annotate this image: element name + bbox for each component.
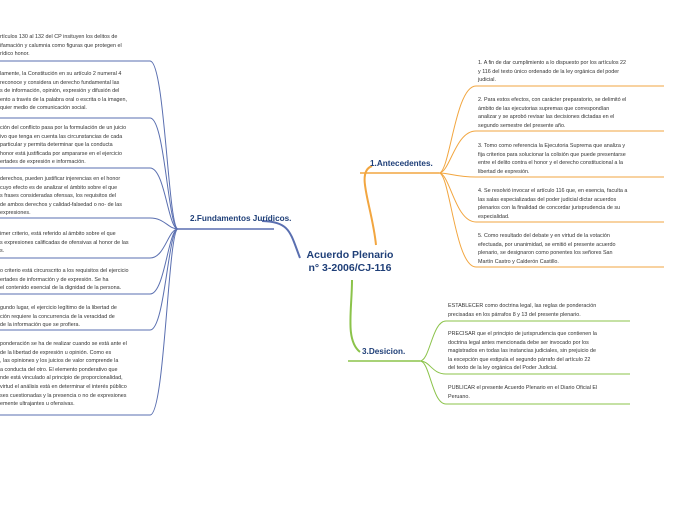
fundamentos-item-8[interactable] bbox=[0, 340, 150, 409]
connector-central-decision bbox=[350, 280, 360, 352]
topic-line: la excepción que estipula el segundo párrafo del artículo 22 bbox=[448, 356, 591, 363]
topic-line: el contenido esencial de la dignidad de la persona. bbox=[0, 285, 122, 292]
fundamentos-item-7[interactable] bbox=[0, 304, 150, 330]
topic-line: ento a través de la palabra oral o escrita o la imagen, bbox=[0, 96, 128, 103]
topic-line: ponderación se ha de realizar cuando se está ante el bbox=[0, 341, 127, 347]
topic-line: 3. Tomo como referencia la Ejecutoria Suprema que analiza y bbox=[478, 143, 626, 149]
topic-line: plenario, se designaron como ponentes los señores San bbox=[478, 250, 613, 257]
topic-line: s expresiones calificadas de ofensivas al honor de las bbox=[0, 239, 129, 246]
topic-line: ertades de expresión e información. bbox=[0, 159, 86, 166]
topic-line: s. bbox=[0, 248, 5, 255]
topic-line: quier medio de comunicación social. bbox=[0, 105, 87, 112]
topic-line: especialidad. bbox=[478, 213, 510, 220]
topic-line: efectuada, por unanimidad, se emitió el presente acuerdo bbox=[478, 241, 616, 248]
fundamentos-item-1[interactable] bbox=[0, 33, 150, 59]
branch-decision[interactable]: 3.Desicion. bbox=[362, 347, 406, 356]
connector-central-antecedentes bbox=[365, 166, 376, 245]
topic-line: s de información, opinión, expresión y difusión del bbox=[0, 88, 120, 95]
antecedentes-item-1[interactable] bbox=[478, 59, 668, 85]
topic-line: lamente, la Constitución en su artículo 2 numeral 4 bbox=[0, 71, 122, 77]
fundamentos-item-2[interactable] bbox=[0, 70, 150, 113]
topic-line: rídico honor. bbox=[0, 51, 30, 58]
central-topic-line2: n° 3-2006/CJ-116 bbox=[308, 262, 392, 274]
topic-line: de la información que se profiera. bbox=[0, 322, 81, 329]
topic-line: particular y permita determinar que la conducta bbox=[0, 142, 113, 149]
topic-line: 2. Para estos efectos, con carácter preparatorio, se delimitó el bbox=[478, 97, 627, 103]
topic-line: emente ultrajantes u ofensivas. bbox=[0, 401, 75, 408]
topic-line: segundo semestre del presente año. bbox=[478, 122, 566, 129]
topic-line: reconoce y considera un derecho fundamental las bbox=[0, 79, 120, 86]
topic-line: doctrina legal antes mencionada debe ser invocado por los bbox=[448, 339, 589, 346]
topic-line: ses cuestionadas y la presencia o no de expresiones bbox=[0, 392, 127, 399]
antecedentes-item-5[interactable] bbox=[478, 232, 668, 266]
topic-line: 5. Como resultado del debate y en virtud de la votación bbox=[478, 233, 610, 239]
topic-line: ción del conflicto pasa por la formulación de un juicio bbox=[0, 125, 127, 131]
topic-line: , las opiniones y los juicios de valor comprende la bbox=[0, 358, 119, 365]
topic-line: ESTABLECER como doctrina legal, las reglas de ponderación bbox=[448, 303, 597, 309]
topic-line: ción requiere la concurrencia de la veracidad de bbox=[0, 313, 115, 320]
antecedentes-item-2[interactable] bbox=[478, 96, 668, 130]
topic-line: derechos, pueden justificar injerencias en el honor bbox=[0, 176, 121, 182]
topic-line: y 116 del texto único ordenado de la ley orgánica del poder bbox=[478, 68, 620, 75]
topic-line: analizar y se aprobó revisar las decisiones dictadas en el bbox=[478, 114, 615, 121]
connector-central-fundamentos bbox=[262, 221, 300, 258]
topic-line: 1. A fin de dar cumplimiento a lo dispuesto por los artículos 22 bbox=[478, 60, 627, 66]
topic-line: Martín Castro y Calderón Castillo. bbox=[478, 258, 559, 265]
decision-item-1[interactable] bbox=[448, 302, 638, 319]
fundamentos-item-5[interactable] bbox=[0, 230, 150, 256]
topic-line: Peruano. bbox=[448, 393, 470, 400]
antecedentes-item-4[interactable] bbox=[478, 187, 668, 221]
topic-line: expresiones. bbox=[0, 210, 31, 217]
topic-line: honor está justificada por ampararse en el ejercicio bbox=[0, 150, 122, 157]
decision-item-2[interactable] bbox=[448, 330, 638, 373]
topic-line: precisadas en los párrafos 8 y 13 del presente plenario. bbox=[448, 311, 581, 318]
topic-line: a conducta del otro. El elemento ponderativo que bbox=[0, 366, 118, 373]
topic-line: ivo que tenga en cuenta las circunstancias de cada bbox=[0, 133, 123, 140]
topic-line: gundo lugar, el ejercicio legítimo de la libertad de bbox=[0, 305, 117, 311]
fundamentos-item-3[interactable] bbox=[0, 124, 150, 167]
antecedentes-item-3[interactable] bbox=[478, 142, 668, 176]
decision-item-3[interactable] bbox=[448, 384, 638, 401]
topic-line: nde está vinculado al principio de proporcionalidad, bbox=[0, 375, 123, 382]
topic-line: fija criterios para solucionar la colisión que puede presentarse bbox=[478, 151, 626, 158]
topic-line: virtud el análisis está en determinar el interés público bbox=[0, 383, 127, 390]
topic-line: ifamación y calumnia como figuras que protegen el bbox=[0, 42, 122, 49]
topic-line: magistrados en todas las instancias judiciales, sin prejuicio de bbox=[448, 348, 597, 355]
topic-line: ertades de información y de expresión. Se ha bbox=[0, 276, 109, 283]
topic-line: PRECISAR que el principio de jurisprudencia que contienen la bbox=[448, 331, 597, 337]
fundamentos-item-4[interactable] bbox=[0, 175, 150, 218]
central-topic[interactable] bbox=[302, 249, 398, 275]
topic-line: libertad de expresión. bbox=[478, 168, 530, 175]
topic-line: las salas especializadas del poder judicial dictar acuerdos bbox=[478, 196, 617, 203]
topic-line: rtículos 130 al 132 del CP insituyen los delitos de bbox=[0, 34, 118, 40]
topic-line: judicial. bbox=[478, 77, 496, 84]
fundamentos-item-6[interactable] bbox=[0, 267, 150, 293]
branch-antecedentes[interactable]: 1.Antecedentes. bbox=[370, 159, 433, 168]
topic-line: de la libertad de expresión u opinión. Como es bbox=[0, 349, 112, 356]
central-topic-line1: Acuerdo Plenario bbox=[306, 249, 394, 261]
topic-line: plenarios con la finalidad de concordar jurisprudencia de su bbox=[478, 205, 621, 212]
topic-line: imer criterio, está referido al ámbito sobre el que bbox=[0, 231, 116, 237]
topic-line: 4. Se resolvió invocar el artículo 116 que, en esencia, faculta a bbox=[478, 188, 628, 194]
topic-line: ámbito de las ejecutorias supremas que correspondían bbox=[478, 105, 610, 112]
branch-fundamentos[interactable]: 2.Fundamentos Jurídicos. bbox=[190, 214, 292, 223]
topic-line: del texto de la ley orgánica del Poder Judicial. bbox=[448, 365, 558, 372]
topic-line: de ambos derechos y calidad-falsedad o no- de las bbox=[0, 201, 122, 208]
topic-line: PUBLICAR el presente Acuerdo Plenario en el Diario Oficial El bbox=[448, 385, 598, 391]
topic-line: o criterio está circunscrito a los requisitos del ejercicio bbox=[0, 268, 129, 274]
topic-line: s frases consideradas ofensas, los requisitos del bbox=[0, 193, 116, 200]
topic-line: cuyo efecto es de analizar el ámbito sobre el que bbox=[0, 184, 118, 191]
topic-line: entre el delito contra el honor y el derecho constitucional a la bbox=[478, 160, 624, 167]
